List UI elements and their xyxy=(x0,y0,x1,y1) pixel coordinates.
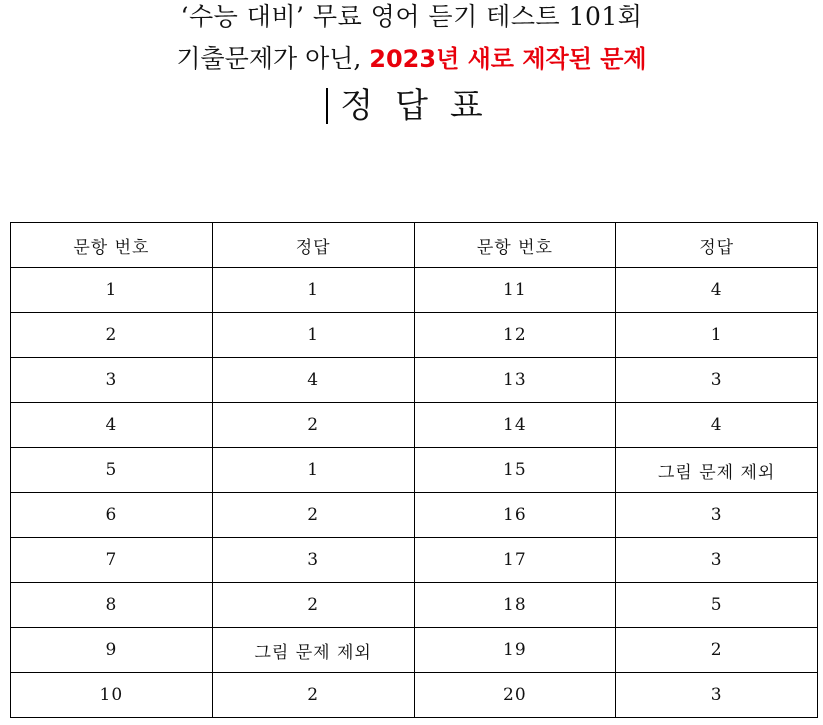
table-cell: 6 xyxy=(11,493,213,538)
table-row xyxy=(11,268,818,313)
table-cell: 1 xyxy=(616,313,818,358)
table-cell: 1 xyxy=(212,313,414,358)
table-cell: 2 xyxy=(212,403,414,448)
answer-key-heading[interactable] xyxy=(318,86,505,126)
table-cell: 3 xyxy=(616,673,818,718)
table-row xyxy=(11,358,818,403)
table-cell: 2 xyxy=(212,673,414,718)
table-row xyxy=(11,538,818,583)
table-cell: 11 xyxy=(414,268,616,313)
answer-key-heading-text: 정답표 xyxy=(340,86,505,126)
table-cell: 3 xyxy=(11,358,213,403)
table-cell: 17 xyxy=(414,538,616,583)
table-cell: 4 xyxy=(616,403,818,448)
heading-wrap xyxy=(0,86,823,126)
title-line-2-prefix: 기출문제가 아닌, xyxy=(176,44,370,73)
table-row xyxy=(11,628,818,673)
table-cell: 15 xyxy=(414,448,616,493)
table-cell: 20 xyxy=(414,673,616,718)
table-cell: 18 xyxy=(414,583,616,628)
text-cursor xyxy=(326,88,328,124)
table-cell: 5 xyxy=(11,448,213,493)
answer-table xyxy=(10,222,818,718)
table-cell: 그림 문제 제외 xyxy=(212,628,414,673)
table-cell: 1 xyxy=(212,448,414,493)
table-cell: 그림 문제 제외 xyxy=(616,448,818,493)
table-cell: 4 xyxy=(11,403,213,448)
header-answer-1: 정답 xyxy=(212,223,414,268)
table-row xyxy=(11,673,818,718)
title-line-1: ‘수능 대비’ 무료 영어 듣기 테스트 101회 xyxy=(180,2,643,31)
table-cell: 3 xyxy=(616,358,818,403)
table-cell: 2 xyxy=(212,583,414,628)
table-row xyxy=(11,448,818,493)
table-cell: 3 xyxy=(616,538,818,583)
table-cell: 13 xyxy=(414,358,616,403)
table-cell: 4 xyxy=(616,268,818,313)
table-cell: 2 xyxy=(11,313,213,358)
table-header-row xyxy=(11,223,818,268)
title-line-2-highlight: 2023년 새로 제작된 문제 xyxy=(369,45,647,73)
table-cell: 3 xyxy=(616,493,818,538)
table-cell: 5 xyxy=(616,583,818,628)
table-cell: 9 xyxy=(11,628,213,673)
table-cell: 12 xyxy=(414,313,616,358)
table-row xyxy=(11,403,818,448)
table-cell: 1 xyxy=(11,268,213,313)
table-cell: 14 xyxy=(414,403,616,448)
table-cell: 8 xyxy=(11,583,213,628)
table-cell: 3 xyxy=(212,538,414,583)
table-cell: 10 xyxy=(11,673,213,718)
table-row xyxy=(11,493,818,538)
table-cell: 7 xyxy=(11,538,213,583)
title-line-2 xyxy=(0,44,823,74)
table-row xyxy=(11,313,818,358)
table-row xyxy=(11,583,818,628)
table-cell: 2 xyxy=(212,493,414,538)
header-answer-2: 정답 xyxy=(616,223,818,268)
table-cell: 16 xyxy=(414,493,616,538)
table-cell: 2 xyxy=(616,628,818,673)
table-cell: 19 xyxy=(414,628,616,673)
table-cell: 1 xyxy=(212,268,414,313)
header-question-number-1: 문항 번호 xyxy=(11,223,213,268)
table-cell: 4 xyxy=(212,358,414,403)
header-question-number-2: 문항 번호 xyxy=(414,223,616,268)
